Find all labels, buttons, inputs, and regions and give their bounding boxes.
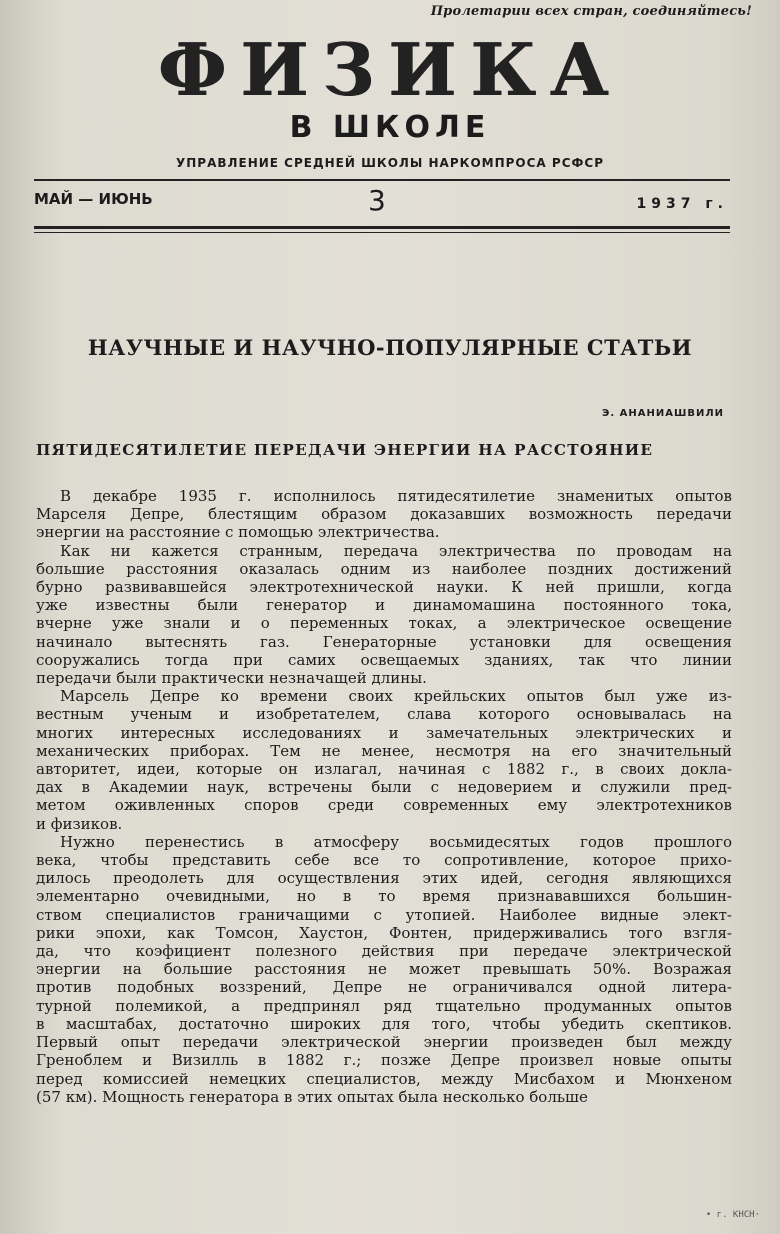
article-line: (57 км). Мощность генератора в этих опытах была несколько больше	[36, 1087, 588, 1106]
article-line: в масштабах, достаточно широких для того, чтобы убедить скептиков.	[36, 1014, 732, 1033]
slogan: Пролетарии всех стран, соединяйтесь!	[430, 4, 752, 19]
article-line: механических приборах. Тем не менее, несмотря на его значительный	[36, 741, 732, 760]
article-line: Марселя Депре, блестящим образом доказавших возможность передачи	[36, 505, 732, 524]
header-rule-top	[34, 179, 730, 181]
article-body	[36, 487, 732, 1106]
journal-masthead: ФИЗИКА	[157, 27, 623, 112]
article-line: дах в Академии наук, встречены были с недоверием и служили пред-	[36, 778, 732, 797]
article-line: элементарно очевидными, но в то время признававшихся большин-	[36, 887, 732, 906]
article-line: ством специалистов граничащими с утопией. Наиболее видные элект-	[36, 905, 732, 924]
article-line: турной полемикой, а предпринял ряд тщательно продуманных опытов	[36, 996, 732, 1015]
article-line: и физиков.	[36, 814, 123, 833]
article-line: энергии на большие расстояния не может превышать 50%. Возражая	[36, 960, 732, 979]
article-line: сооружались тогда при самих освещаемых зданиях, так что линии	[36, 650, 732, 669]
article-line: вестным ученым и изобретателем, слава которого основывалась на	[36, 705, 732, 724]
issue-months: МАЙ — ИЮНЬ	[34, 190, 153, 208]
article-line: бурно развивавшейся электротехнической науки. К ней пришли, когда	[36, 578, 732, 597]
article-line: передачи были практически незначащей длины.	[36, 669, 427, 688]
article-line: Первый опыт передачи электрической энергии произведен был между	[36, 1033, 732, 1052]
article-line: уже известны были генератор и динамомашина постоянного тока,	[36, 596, 732, 615]
article-line: вчерне уже знали и о переменных токах, а электрическое освещение	[36, 614, 732, 633]
issue-number: 3	[368, 184, 386, 217]
footer-scrap: • г. КНСН·	[705, 1210, 760, 1220]
article-line: да, что коэфициент полезного действия при передаче электрической	[36, 942, 732, 961]
article-line: авторитет, идеи, которые он излагал, начиная с 1882 г., в своих докла-	[36, 760, 732, 779]
article-line: В декабре 1935 г. исполнилось пятидесятилетие знаменитых опытов	[60, 487, 732, 505]
article-line: Марсель Депре ко времени своих крейльских опытов был уже из-	[60, 687, 732, 706]
article-line: начинало вытеснять газ. Генераторные установки для освещения	[36, 632, 732, 651]
article-line: Нужно перенестись в атмосферу восьмидесятых годов прошлого	[60, 832, 732, 851]
article-line: энергии на расстояние с помощью электричества.	[36, 523, 440, 542]
header-rule-bottom	[34, 226, 730, 229]
article-line: против подобных воззрений, Депре не ограничивался одной литера-	[36, 978, 732, 997]
article-line: Греноблем и Визилль в 1882 г.; позже Депре произвел новые опыты	[36, 1051, 732, 1070]
publisher-line: УПРАВЛЕНИЕ СРЕДНЕЙ ШКОЛЫ НАРКОМПРОСА РСФСР	[176, 156, 604, 170]
article-line: большие расстояния оказалась одним из наиболее поздних достижений	[36, 559, 732, 578]
article-line: метом оживленных споров среди современных ему электротехников	[36, 796, 732, 815]
article-line: дилось преодолеть для осуществления этих идей, сегодня являющихся	[36, 869, 732, 888]
article-title: ПЯТИДЕСЯТИЛЕТИЕ ПЕРЕДАЧИ ЭНЕРГИИ НА РАССТОЯНИЕ	[36, 441, 654, 459]
article-line: перед комиссией немецких специалистов, между Мисбахом и Мюнхеном	[36, 1069, 732, 1088]
article-line: века, чтобы представить себе все то сопротивление, которое прихо-	[36, 851, 732, 870]
journal-subtitle: В ШКОЛЕ	[289, 110, 491, 145]
article-line: рики эпохи, как Томсон, Хаустон, Фонтен, придерживались того взгля-	[36, 923, 732, 942]
header-rule-bottom-thin	[34, 232, 730, 233]
article-author: Э. АНАНИАШВИЛИ	[602, 408, 724, 419]
issue-year: 1937 г.	[636, 196, 728, 212]
section-title: НАУЧНЫЕ И НАУЧНО-ПОПУЛЯРНЫЕ СТАТЬИ	[87, 335, 693, 360]
article-line: Как ни кажется странным, передача электричества по проводам на	[60, 541, 732, 560]
article-line: многих интересных исследованиях и замечательных электрических и	[36, 723, 732, 742]
